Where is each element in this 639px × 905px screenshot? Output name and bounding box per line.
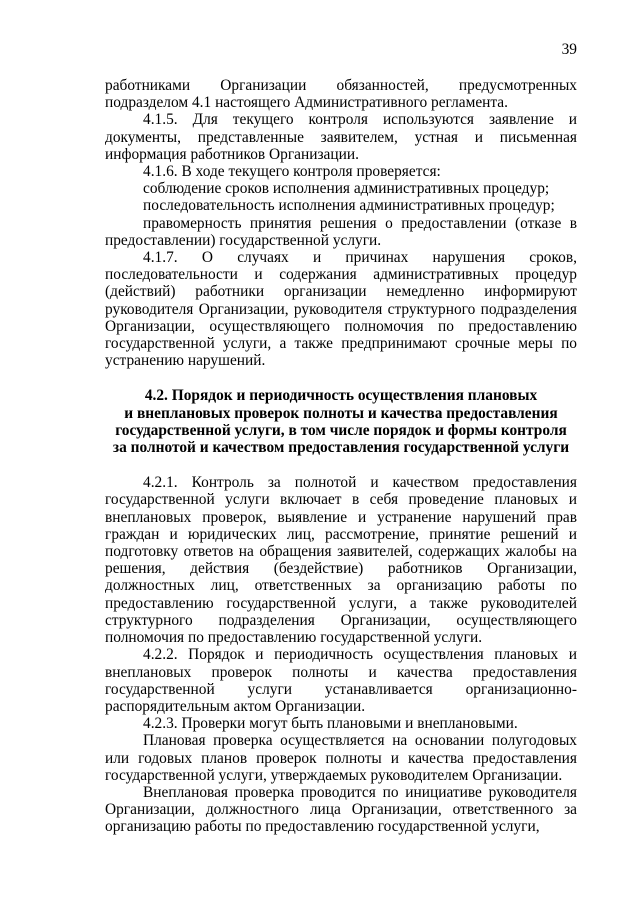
spacer — [105, 456, 577, 474]
paragraph: 4.2.3. Проверки могут быть плановыми и внеплановыми. — [143, 715, 518, 733]
heading-line: и внеплановых проверок полноты и качества предоставления — [124, 404, 558, 422]
paragraph: 4.1.5. Для текущего контроля используются заявление и документы, представленные заявителем, устная и письменная информация работников Организации. — [105, 111, 577, 163]
section-4-1-continuation — [105, 77, 577, 369]
heading-line: 4.2. Порядок и периодичность осуществления плановых — [144, 387, 538, 405]
heading-line: за полнотой и качеством предоставления государственной услуги — [112, 439, 570, 457]
paragraph: 4.1.6. В ходе текущего контроля проверяется: — [143, 163, 441, 181]
paragraph: последовательность исполнения административных процедур; — [143, 197, 555, 215]
section-heading-4-2 — [105, 387, 577, 456]
heading-line: государственной услуги, в том числе порядок и формы контроля — [115, 421, 567, 439]
spacer — [105, 369, 577, 387]
paragraph: соблюдение сроков исполнения административных процедур; — [143, 180, 550, 198]
paragraph: 4.1.7. О случаях и причинах нарушения сроков, последовательности и содержания административных процедур (действий) работники организации немедленно информируют руководителя Организации, руководителя структурного подразделения Организации, осуществляющего полномочия по предоставлению государственной услуги, а также предпринимают срочные меры по устранению нарушений. — [105, 249, 577, 370]
page-number: 39 — [561, 41, 577, 58]
paragraph: 4.2.2. Порядок и периодичность осуществления плановых и внеплановых проверок полноты и качества предоставления государственной услуги устанавливается организационно-распорядительным актом Организации. — [105, 646, 577, 715]
section-4-2-body — [105, 474, 577, 835]
paragraph: 4.2.1. Контроль за полнотой и качеством предоставления государственной услуги включает в себя проведение плановых и внеплановых проверок, выявление и устранение нарушений прав граждан и юридических лиц, рассмотрение, принятие решений и подготовку ответов на обращения заявителей, содержащих жалобы на решения, действия (бездействие) работников Организации, должностных лиц, ответственных за организацию работы по предоставлению государственной услуги, а также руководителей структурного подразделения Организации, осуществляющего полномочия по предоставлению государственной услуги. — [105, 474, 577, 647]
paragraph: правомерность принятия решения о предоставлении (отказе в предоставлении) государственной услуги. — [105, 214, 577, 249]
paragraph: Плановая проверка осуществляется на основании полугодовых или годовых планов проверок полноты и качества предоставления государственной услуги, утверждаемых руководителем Организации. — [105, 732, 577, 784]
paragraph: работниками Организации обязанностей, предусмотренных подразделом 4.1 настоящего Административного регламента. — [105, 77, 577, 112]
paragraph: Внеплановая проверка проводится по инициативе руководителя Организации, должностного лица Организации, ответственного за организацию работы по предоставлению государственной услуги, — [105, 783, 577, 836]
page-content — [105, 77, 577, 836]
